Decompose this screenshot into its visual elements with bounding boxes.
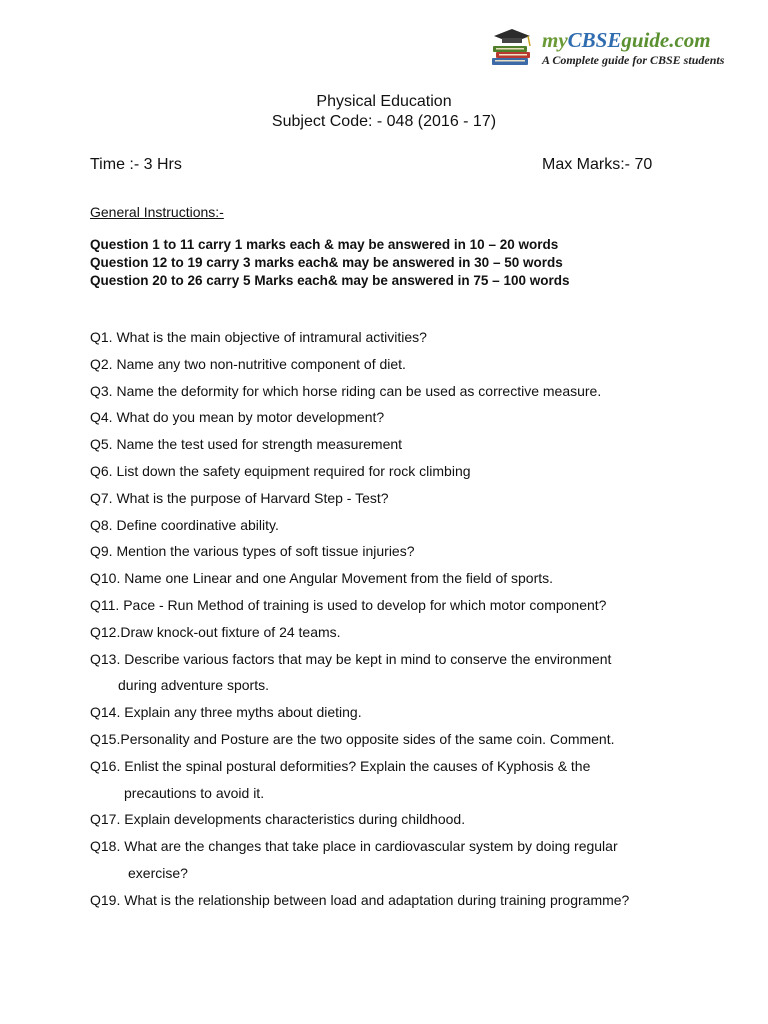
general-instructions-heading: General Instructions:- bbox=[90, 204, 224, 220]
question-list bbox=[90, 324, 690, 914]
general-instructions bbox=[90, 236, 569, 290]
question-item: Q19. What is the relationship between load and adaptation during training programme? bbox=[90, 891, 630, 908]
question-item: Q16. Enlist the spinal postural deformities? Explain the causes of Kyphosis & the precautions to avoid it. bbox=[90, 753, 690, 807]
instruction-line: Question 1 to 11 carry 1 marks each & may be answered in 10 – 20 words bbox=[90, 237, 559, 252]
question-item: Q17. Explain developments characteristics during childhood. bbox=[90, 811, 466, 828]
logo-tagline: A Complete guide for CBSE students bbox=[542, 53, 725, 67]
question-item: Q6. List down the safety equipment required for rock climbing bbox=[90, 462, 471, 479]
question-item: Q12.Draw knock-out fixture of 24 teams. bbox=[90, 623, 341, 640]
logo-wordmark: myCBSEguide.com bbox=[542, 28, 711, 52]
question-item: Q13. Describe various factors that may be kept in mind to conserve the environment during adventure sports. bbox=[90, 646, 690, 700]
question-continuation: exercise? bbox=[128, 864, 188, 881]
question-item: Q7. What is the purpose of Harvard Step - Test? bbox=[90, 489, 389, 506]
exam-time: Time :- 3 Hrs bbox=[90, 156, 182, 173]
question-item: Q8. Define coordinative ability. bbox=[90, 516, 279, 533]
question-item: Q1. What is the main objective of intramural activities? bbox=[90, 329, 427, 345]
question-continuation: during adventure sports. bbox=[118, 677, 269, 694]
instruction-line: Question 12 to 19 carry 3 marks each& may be answered in 30 – 50 words bbox=[90, 255, 563, 270]
document-header bbox=[0, 92, 768, 132]
question-item: Q14. Explain any three myths about dieting. bbox=[90, 704, 362, 721]
question-item: Q15.Personality and Posture are the two opposite sides of the same coin. Comment. bbox=[90, 730, 615, 747]
question-item: Q18. What are the changes that take place in cardiovascular system by doing regular exercise? bbox=[90, 833, 690, 887]
subject-title: Physical Education bbox=[316, 93, 452, 110]
instruction-line: Question 20 to 26 carry 5 Marks each& may be answered in 75 – 100 words bbox=[90, 273, 570, 288]
question-item: Q10. Name one Linear and one Angular Movement from the field of sports. bbox=[90, 570, 554, 587]
question-item: Q9. Mention the various types of soft tissue injuries? bbox=[90, 543, 415, 560]
max-marks: Max Marks:- 70 bbox=[542, 156, 653, 173]
question-item: Q3. Name the deformity for which horse riding can be used as corrective measure. bbox=[90, 382, 602, 399]
question-item: Q2. Name any two non-nutritive component of diet. bbox=[90, 355, 406, 372]
question-item: Q4. What do you mean by motor development? bbox=[90, 409, 385, 426]
subject-code: Subject Code: - 048 (2016 - 17) bbox=[271, 113, 497, 130]
question-item: Q11. Pace - Run Method of training is used to develop for which motor component? bbox=[90, 596, 607, 613]
site-logo bbox=[490, 24, 752, 72]
books-graduation-cap-icon bbox=[490, 26, 538, 70]
question-continuation: precautions to avoid it. bbox=[124, 784, 265, 801]
question-item: Q5. Name the test used for strength measurement bbox=[90, 436, 403, 453]
